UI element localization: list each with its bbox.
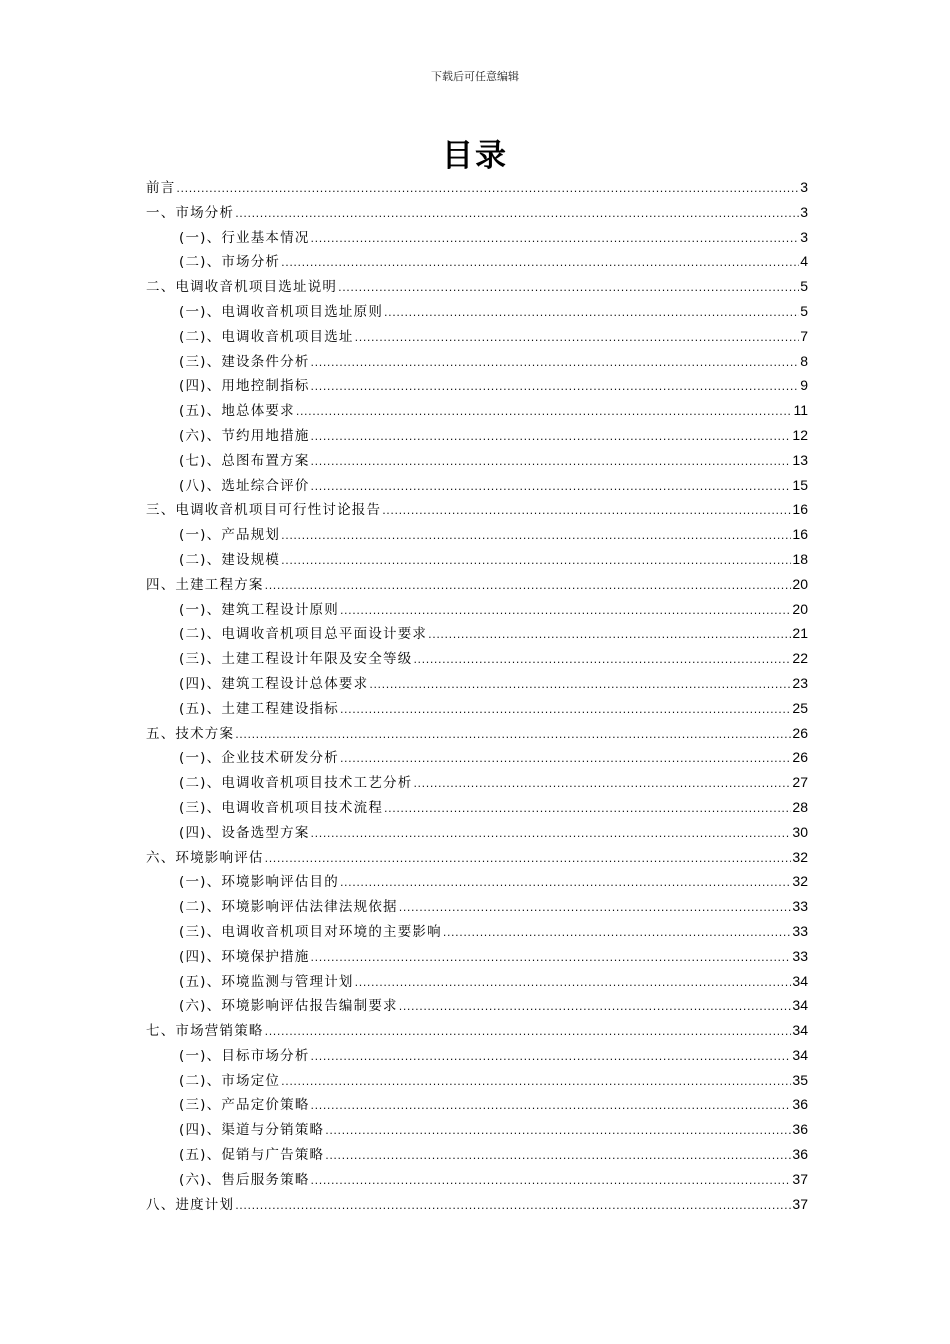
toc-entry-label: (五)、地总体要求 xyxy=(179,403,295,420)
toc-entry-label: 六、环境影响评估 xyxy=(146,849,264,866)
toc-page-number: 7 xyxy=(800,327,808,344)
dot-leader xyxy=(311,475,792,500)
toc-page-number: 34 xyxy=(792,972,808,989)
toc-page-number: 26 xyxy=(792,749,808,766)
dot-leader xyxy=(340,747,791,772)
toc-entry-label: (三)、电调收音机项目对环境的主要影响 xyxy=(179,923,442,940)
toc-subentry[interactable] xyxy=(146,646,808,671)
header-note: 下载后可任意编辑 xyxy=(431,70,519,83)
dot-leader xyxy=(296,400,793,425)
toc-entry[interactable] xyxy=(146,721,808,746)
dot-leader xyxy=(265,1020,792,1045)
toc-page-number: 15 xyxy=(792,476,808,493)
toc-subentry[interactable] xyxy=(146,373,808,398)
toc-entry[interactable] xyxy=(146,572,808,597)
dot-leader xyxy=(325,1144,791,1169)
toc-entry[interactable] xyxy=(146,845,808,870)
toc-entry-label: (二)、市场分析 xyxy=(179,254,281,271)
toc-entry-label: 三、电调收音机项目可行性讨论报告 xyxy=(146,502,382,519)
toc-entry[interactable] xyxy=(146,175,808,200)
toc-entry-label: (四)、渠道与分销策略 xyxy=(179,1122,325,1139)
toc-entry-label: (二)、建设规模 xyxy=(179,551,281,568)
toc-page-number: 18 xyxy=(792,550,808,567)
dot-leader xyxy=(281,549,791,574)
toc-page-number: 27 xyxy=(792,774,808,791)
toc-page-number: 36 xyxy=(792,1096,808,1113)
toc-page-number: 12 xyxy=(792,426,808,443)
toc-entry-label: (三)、产品定价策略 xyxy=(179,1097,310,1114)
toc-page-number: 33 xyxy=(792,898,808,915)
toc-subentry[interactable] xyxy=(146,597,808,622)
dot-leader xyxy=(281,1070,791,1095)
toc-page-number: 33 xyxy=(792,947,808,964)
toc-page-number: 26 xyxy=(792,724,808,741)
toc-subentry[interactable] xyxy=(146,1092,808,1117)
toc-subentry[interactable] xyxy=(146,1043,808,1068)
toc-page-number: 3 xyxy=(800,228,808,245)
toc-entry-label: (六)、环境影响评估报告编制要求 xyxy=(179,998,398,1015)
dot-leader xyxy=(265,847,792,872)
toc-entry[interactable] xyxy=(146,200,808,225)
toc-entry-label: (二)、市场定位 xyxy=(179,1072,281,1089)
dot-leader xyxy=(311,1094,792,1119)
toc-subentry[interactable] xyxy=(146,745,808,770)
toc-entry-label: (一)、企业技术研发分析 xyxy=(179,750,339,767)
toc-entry-label: (三)、建设条件分析 xyxy=(179,353,310,370)
table-of-contents xyxy=(146,175,808,1216)
toc-page-number: 33 xyxy=(792,922,808,939)
dot-leader xyxy=(413,648,791,673)
dot-leader xyxy=(340,871,791,896)
dot-leader xyxy=(382,499,791,524)
toc-page-number: 23 xyxy=(792,674,808,691)
toc-page-number: 4 xyxy=(800,253,808,270)
dot-leader xyxy=(311,375,800,400)
toc-entry-label: (一)、环境影响评估目的 xyxy=(179,874,339,891)
toc-entry-label: (二)、电调收音机项目选址 xyxy=(179,328,354,345)
toc-subentry[interactable] xyxy=(146,547,808,572)
dot-leader xyxy=(399,896,792,921)
toc-page-number: 35 xyxy=(792,1071,808,1088)
toc-entry-label: (四)、用地控制指标 xyxy=(179,378,310,395)
toc-subentry[interactable] xyxy=(146,696,808,721)
toc-page-number: 16 xyxy=(792,526,808,543)
toc-page-number: 5 xyxy=(800,302,808,319)
dot-leader xyxy=(265,574,792,599)
toc-subentry[interactable] xyxy=(146,1142,808,1167)
toc-page-number: 22 xyxy=(792,650,808,667)
toc-subentry[interactable] xyxy=(146,770,808,795)
toc-subentry[interactable] xyxy=(146,1167,808,1192)
toc-page-number: 11 xyxy=(793,402,808,419)
toc-page-number: 3 xyxy=(800,179,808,195)
toc-entry-label: 八、进度计划 xyxy=(146,1196,235,1213)
toc-subentry[interactable] xyxy=(146,1117,808,1142)
toc-page-number: 9 xyxy=(800,377,808,394)
toc-subentry[interactable] xyxy=(146,944,808,969)
dot-leader xyxy=(311,425,792,450)
dot-leader xyxy=(281,251,799,276)
dot-leader xyxy=(311,1045,792,1070)
dot-leader xyxy=(369,673,791,698)
dot-leader xyxy=(176,177,799,202)
toc-page-number: 32 xyxy=(792,873,808,890)
toc-entry-label: (四)、建筑工程设计总体要求 xyxy=(179,675,369,692)
toc-subentry[interactable] xyxy=(146,869,808,894)
toc-page-number: 37 xyxy=(792,1170,808,1187)
toc-subentry[interactable] xyxy=(146,448,808,473)
toc-entry-label: (六)、售后服务策略 xyxy=(179,1171,310,1188)
toc-entry-label: 七、市场营销策略 xyxy=(146,1023,264,1040)
dot-leader xyxy=(384,797,791,822)
dot-leader xyxy=(311,1169,792,1194)
toc-subentry[interactable] xyxy=(146,299,808,324)
toc-page-number: 28 xyxy=(792,798,808,815)
toc-subentry[interactable] xyxy=(146,473,808,498)
toc-entry-label: (二)、电调收音机项目总平面设计要求 xyxy=(179,626,428,643)
dot-leader xyxy=(384,301,799,326)
toc-entry-label: 二、电调收音机项目选址说明 xyxy=(146,279,338,296)
toc-entry-label: (二)、电调收音机项目技术工艺分析 xyxy=(179,775,413,792)
dot-leader xyxy=(235,723,791,748)
toc-subentry[interactable] xyxy=(146,225,808,250)
dot-leader xyxy=(355,971,792,996)
toc-subentry[interactable] xyxy=(146,795,808,820)
toc-page-number: 37 xyxy=(792,1195,808,1212)
toc-subentry[interactable] xyxy=(146,993,808,1018)
toc-entry-label: (六)、节约用地措施 xyxy=(179,427,310,444)
toc-page-number: 34 xyxy=(792,1046,808,1063)
toc-entry-label: (五)、土建工程建设指标 xyxy=(179,700,339,717)
toc-subentry[interactable] xyxy=(146,249,808,274)
toc-entry[interactable] xyxy=(146,497,808,522)
toc-entry-label: (二)、环境影响评估法律法规依据 xyxy=(179,899,398,916)
toc-page-number: 34 xyxy=(792,1022,808,1039)
toc-subentry[interactable] xyxy=(146,423,808,448)
toc-entry-label: 前言 xyxy=(146,180,176,196)
toc-page-number: 21 xyxy=(792,625,808,642)
toc-subentry[interactable] xyxy=(146,894,808,919)
dot-leader xyxy=(338,276,799,301)
toc-subentry[interactable] xyxy=(146,919,808,944)
toc-page-number: 16 xyxy=(792,501,808,518)
toc-subentry[interactable] xyxy=(146,969,808,994)
dot-leader xyxy=(311,351,800,376)
toc-entry-label: (三)、电调收音机项目技术流程 xyxy=(179,799,384,816)
dot-leader xyxy=(311,227,800,252)
toc-page-number: 32 xyxy=(792,848,808,865)
dot-leader xyxy=(325,1119,791,1144)
dot-leader xyxy=(311,946,792,971)
toc-entry[interactable] xyxy=(146,1018,808,1043)
toc-entry-label: 五、技术方案 xyxy=(146,725,235,742)
toc-page-number: 30 xyxy=(792,823,808,840)
toc-entry-label: (一)、产品规划 xyxy=(179,527,281,544)
dot-leader xyxy=(399,995,792,1020)
toc-subentry[interactable] xyxy=(146,671,808,696)
dot-leader xyxy=(235,1194,791,1219)
dot-leader xyxy=(311,822,792,847)
toc-entry-label: (五)、促销与广告策略 xyxy=(179,1147,325,1164)
dot-leader xyxy=(413,772,791,797)
toc-entry-label: (一)、电调收音机项目选址原则 xyxy=(179,303,384,320)
dot-leader xyxy=(428,623,791,648)
dot-leader xyxy=(281,524,791,549)
dot-leader xyxy=(340,599,791,624)
toc-page-number: 25 xyxy=(792,699,808,716)
toc-subentry[interactable] xyxy=(146,324,808,349)
toc-page-number: 36 xyxy=(792,1121,808,1138)
toc-entry[interactable] xyxy=(146,274,808,299)
toc-subentry[interactable] xyxy=(146,1068,808,1093)
dot-leader xyxy=(235,202,799,227)
toc-page-number: 20 xyxy=(792,600,808,617)
toc-subentry[interactable] xyxy=(146,349,808,374)
toc-entry-label: (三)、土建工程设计年限及安全等级 xyxy=(179,651,413,668)
toc-entry-label: 四、土建工程方案 xyxy=(146,576,264,593)
toc-entry[interactable] xyxy=(146,1192,808,1217)
toc-page-number: 34 xyxy=(792,997,808,1014)
toc-entry-label: (一)、行业基本情况 xyxy=(179,229,310,246)
toc-entry-label: (八)、选址综合评价 xyxy=(179,477,310,494)
dot-leader xyxy=(311,450,792,475)
toc-entry-label: (四)、设备选型方案 xyxy=(179,824,310,841)
toc-subentry[interactable] xyxy=(146,398,808,423)
toc-entry-label: (四)、环境保护措施 xyxy=(179,948,310,965)
toc-page-number: 5 xyxy=(800,278,808,295)
toc-entry-label: (一)、建筑工程设计原则 xyxy=(179,601,339,618)
toc-page-number: 20 xyxy=(792,575,808,592)
toc-subentry[interactable] xyxy=(146,522,808,547)
toc-entry-label: (七)、总图布置方案 xyxy=(179,452,310,469)
toc-entry-label: (五)、环境监测与管理计划 xyxy=(179,973,354,990)
toc-page-number: 13 xyxy=(792,451,808,468)
toc-entry-label: (一)、目标市场分析 xyxy=(179,1047,310,1064)
toc-page-number: 8 xyxy=(800,352,808,369)
toc-page-number: 3 xyxy=(800,203,808,220)
toc-entry-label: 一、市场分析 xyxy=(146,204,235,221)
dot-leader xyxy=(340,698,791,723)
page-title: 目录 xyxy=(442,138,508,174)
toc-subentry[interactable] xyxy=(146,621,808,646)
toc-page-number: 36 xyxy=(792,1146,808,1163)
dot-leader xyxy=(355,326,800,351)
toc-subentry[interactable] xyxy=(146,820,808,845)
dot-leader xyxy=(443,921,792,946)
